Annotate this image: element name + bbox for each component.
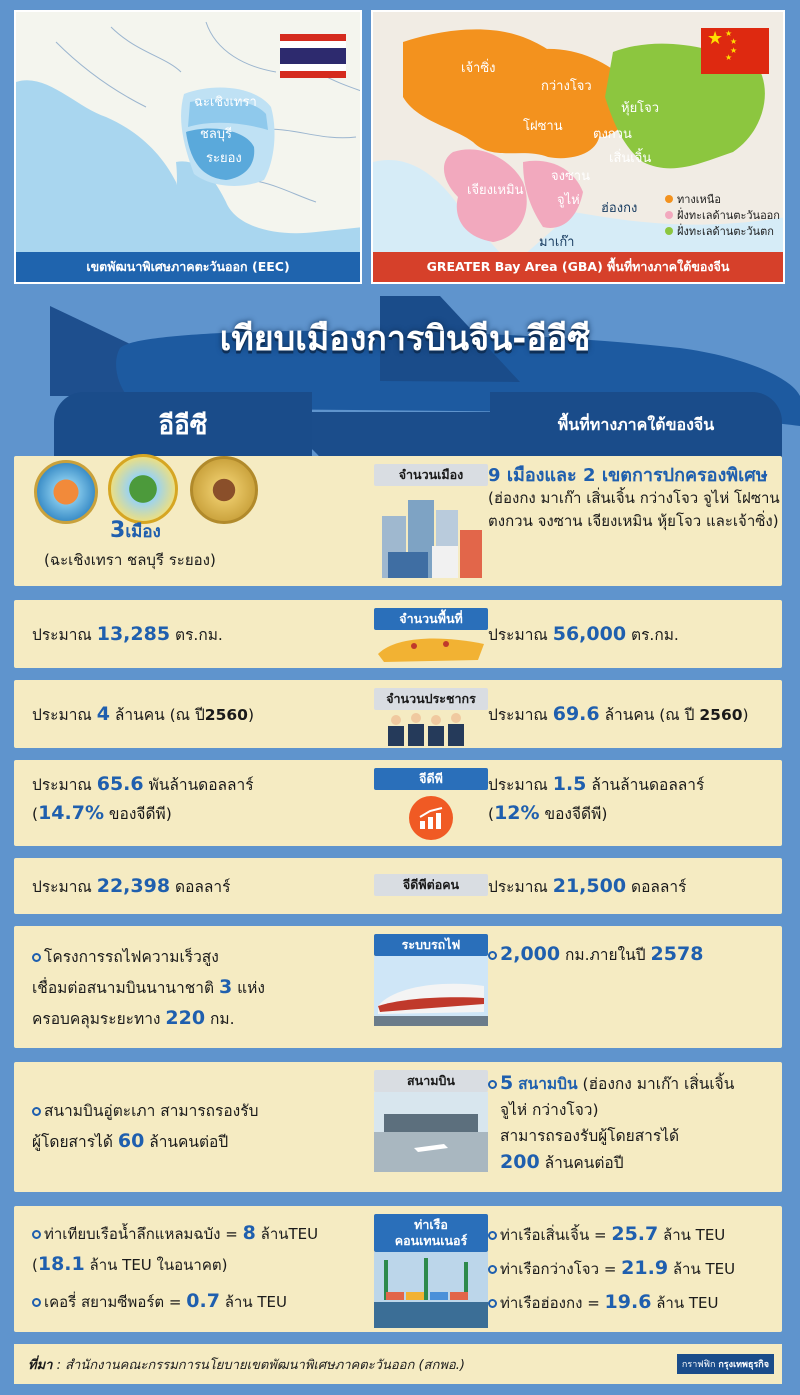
gba-city-foshan: โฝซาน bbox=[523, 119, 563, 134]
row-area bbox=[14, 600, 782, 668]
eec-gdp-per-capita: ประมาณ 22,398 ดอลลาร์ bbox=[32, 875, 231, 897]
eec-area: ประมาณ 13,285 ตร.กม. bbox=[32, 623, 223, 645]
gba-gdp: ประมาณ 1.5 ล้านล้านดอลลาร์ (12% ของจีดีพี) bbox=[488, 773, 705, 824]
train-icon bbox=[374, 956, 488, 1026]
row-gdp-per-capita bbox=[14, 858, 782, 914]
rail-label: ระบบรถไฟ bbox=[374, 934, 488, 956]
chachoengsao-seal-icon bbox=[34, 460, 98, 524]
gba-city-zhongshan: จงซาน bbox=[551, 169, 590, 184]
gba-city-jiangmen: เจียงเหมิน bbox=[467, 183, 524, 198]
eec-city-list: (ฉะเชิงเทรา ชลบุรี ระยอง) bbox=[44, 551, 216, 569]
gba-city-hongkong: ฮ่องกง bbox=[601, 201, 638, 216]
cities-label: จำนวนเมือง bbox=[374, 464, 488, 486]
area-category bbox=[374, 608, 488, 668]
buildings-icon bbox=[374, 486, 488, 582]
gba-city-summary: 9 เมืองและ 2 เขตการปกครองพิเศษ (ฮ่องกง มาเก๊า เสิ่นเจิ้น กว่างโจว จูไห่ โฝซาน ตงกวน จงซาน เจียงเหมิน หุ้ยโจว และเจ้าซิ่ง) bbox=[488, 464, 788, 533]
eec-city-count: 3เมือง bbox=[110, 518, 161, 543]
gba-map-caption: GREATER Bay Area (GBA) พื้นที่ทางภาคใต้ของจีน bbox=[373, 252, 783, 282]
eec-rail: โครงการรถไฟความเร็วสูง เชื่อมต่อสนามบินนานาชาติ 3 แห่ง ครอบคลุมระยะทาง 220 กม. bbox=[32, 948, 265, 1029]
footer bbox=[14, 1344, 782, 1384]
port-label: ท่าเรือ คอนเทนเนอร์ bbox=[374, 1214, 488, 1252]
gdp-per-capita-category bbox=[374, 874, 488, 896]
people-icon bbox=[374, 710, 488, 746]
growth-chart-icon bbox=[409, 796, 453, 840]
china-flag-icon: ★ ★ ★ ★ ★ bbox=[701, 28, 769, 74]
gdp-label: จีดีพี bbox=[374, 768, 488, 790]
legend-west: ฝั่งทะเลด้านตะวันตก bbox=[665, 224, 780, 240]
gba-city-guangzhou: กว่างโจว bbox=[541, 79, 592, 94]
source-text: ที่มา : สำนักงานคณะกรรมการนโยบายเขตพัฒนาพิเศษภาคตะวันออก (สกพอ.) bbox=[28, 1358, 465, 1373]
page-title: เทียบเมืองการบินจีน-อีอีซี bbox=[219, 319, 591, 359]
airport-category bbox=[374, 1070, 488, 1176]
gba-map-panel bbox=[371, 10, 785, 284]
port-category bbox=[374, 1214, 488, 1332]
legend-east: ฝั่งทะเลด้านตะวันออก bbox=[665, 208, 780, 224]
gba-city-zhuhai: จูไห่ bbox=[557, 193, 580, 208]
eec-province-chonburi: ชลบุรี bbox=[200, 127, 233, 142]
gba-city-macau: มาเก๊า bbox=[539, 235, 575, 250]
gba-city-huizhou: หุ้ยโจว bbox=[621, 101, 660, 116]
port-guangzhou: ท่าเรือกว่างโจว = 21.9 ล้าน TEU bbox=[488, 1252, 788, 1286]
publisher-credit: กราฟฟิก กรุงเทพธุรกิจ bbox=[677, 1354, 774, 1374]
row-rail bbox=[14, 926, 782, 1048]
gba-city-shenzhen: เสิ่นเจิ้น bbox=[609, 151, 652, 166]
gba-airport: 5 สนามบิน (ฮ่องกง มาเก๊า เสิ่นเจิ้น จูไห่ กว่างโจว) สามารถรองรับผู้โดยสารได้ 200 ล้านคนต่อปี bbox=[488, 1070, 788, 1176]
gba-rail: 2,000 กม.ภายในปี 2578 bbox=[488, 942, 788, 967]
eec-map-caption: เขตพัฒนาพิเศษภาคตะวันออก (EEC) bbox=[16, 252, 360, 282]
row-airport bbox=[14, 1062, 782, 1192]
eec-population: ประมาณ 4 ล้านคน (ณ ปี2560) bbox=[32, 703, 254, 725]
gdp-category bbox=[374, 768, 488, 840]
row-ports bbox=[14, 1206, 782, 1332]
container-port-icon bbox=[374, 1252, 488, 1328]
gba-city-list: (ฮ่องกง มาเก๊า เสิ่นเจิ้น กว่างโจว จูไห่ โฝซาน ตงกวน จงซาน เจียงเหมิน หุ้ยโจว และเจ้าซิ่ง) bbox=[488, 489, 780, 530]
gba-column-header: พื้นที่ทางภาคใต้ของจีน bbox=[490, 392, 782, 458]
gba-city-dongguan: ตงกวน bbox=[593, 127, 632, 142]
cities-category bbox=[374, 464, 488, 586]
gdp-per-capita-label: จีดีพีต่อคน bbox=[374, 874, 488, 896]
gba-ports bbox=[488, 1218, 788, 1320]
eec-column-header: อีอีซี bbox=[54, 392, 312, 458]
population-label: จำนวนประชากร bbox=[374, 688, 488, 710]
eec-map-panel bbox=[14, 10, 362, 284]
airport-label: สนามบิน bbox=[374, 1070, 488, 1092]
port-hongkong: ท่าเรือฮ่องกง = 19.6 ล้าน TEU bbox=[488, 1286, 788, 1320]
chonburi-seal-icon bbox=[108, 454, 178, 524]
row-cities bbox=[14, 456, 782, 586]
thailand-flag-icon bbox=[280, 34, 346, 78]
rail-category bbox=[374, 934, 488, 1030]
eec-airport: สนามบินอู่ตะเภา สามารถรองรับ ผู้โดยสารได้ 60 ล้านคนต่อปี bbox=[32, 1102, 259, 1152]
rayong-seal-icon bbox=[190, 456, 258, 524]
airport-icon bbox=[374, 1092, 488, 1172]
row-gdp bbox=[14, 760, 782, 846]
gba-legend bbox=[665, 192, 780, 240]
gba-gdp-per-capita: ประมาณ 21,500 ดอลลาร์ bbox=[488, 875, 687, 897]
population-category bbox=[374, 688, 488, 750]
port-shenzhen: ท่าเรือเสิ่นเจิ้น = 25.7 ล้าน TEU bbox=[488, 1218, 788, 1252]
row-population bbox=[14, 680, 782, 748]
gba-population: ประมาณ 69.6 ล้านคน (ณ ปี 2560) bbox=[488, 703, 749, 725]
gba-city-zhaoqing: เจ้าซิ่ง bbox=[461, 61, 496, 76]
gba-area: ประมาณ 56,000 ตร.กม. bbox=[488, 623, 679, 645]
eec-province-rayong: ระยอง bbox=[206, 151, 242, 166]
area-label: จำนวนพื้นที่ bbox=[374, 608, 488, 630]
eec-ports: ท่าเทียบเรือน้ำลึกแหลมฉบัง = 8 ล้านTEU (18.1 ล้าน TEU ในอนาคต) เคอรี่ สยามซีพอร์ต = 0.7 ล้าน TEU bbox=[32, 1222, 319, 1312]
map-area-icon bbox=[374, 630, 488, 664]
legend-north: ทางเหนือ bbox=[665, 192, 780, 208]
eec-province-chachoengsao: ฉะเชิงเทรา bbox=[194, 95, 257, 110]
eec-gdp: ประมาณ 65.6 พันล้านดอลลาร์ (14.7% ของจีดีพี) bbox=[32, 773, 254, 824]
